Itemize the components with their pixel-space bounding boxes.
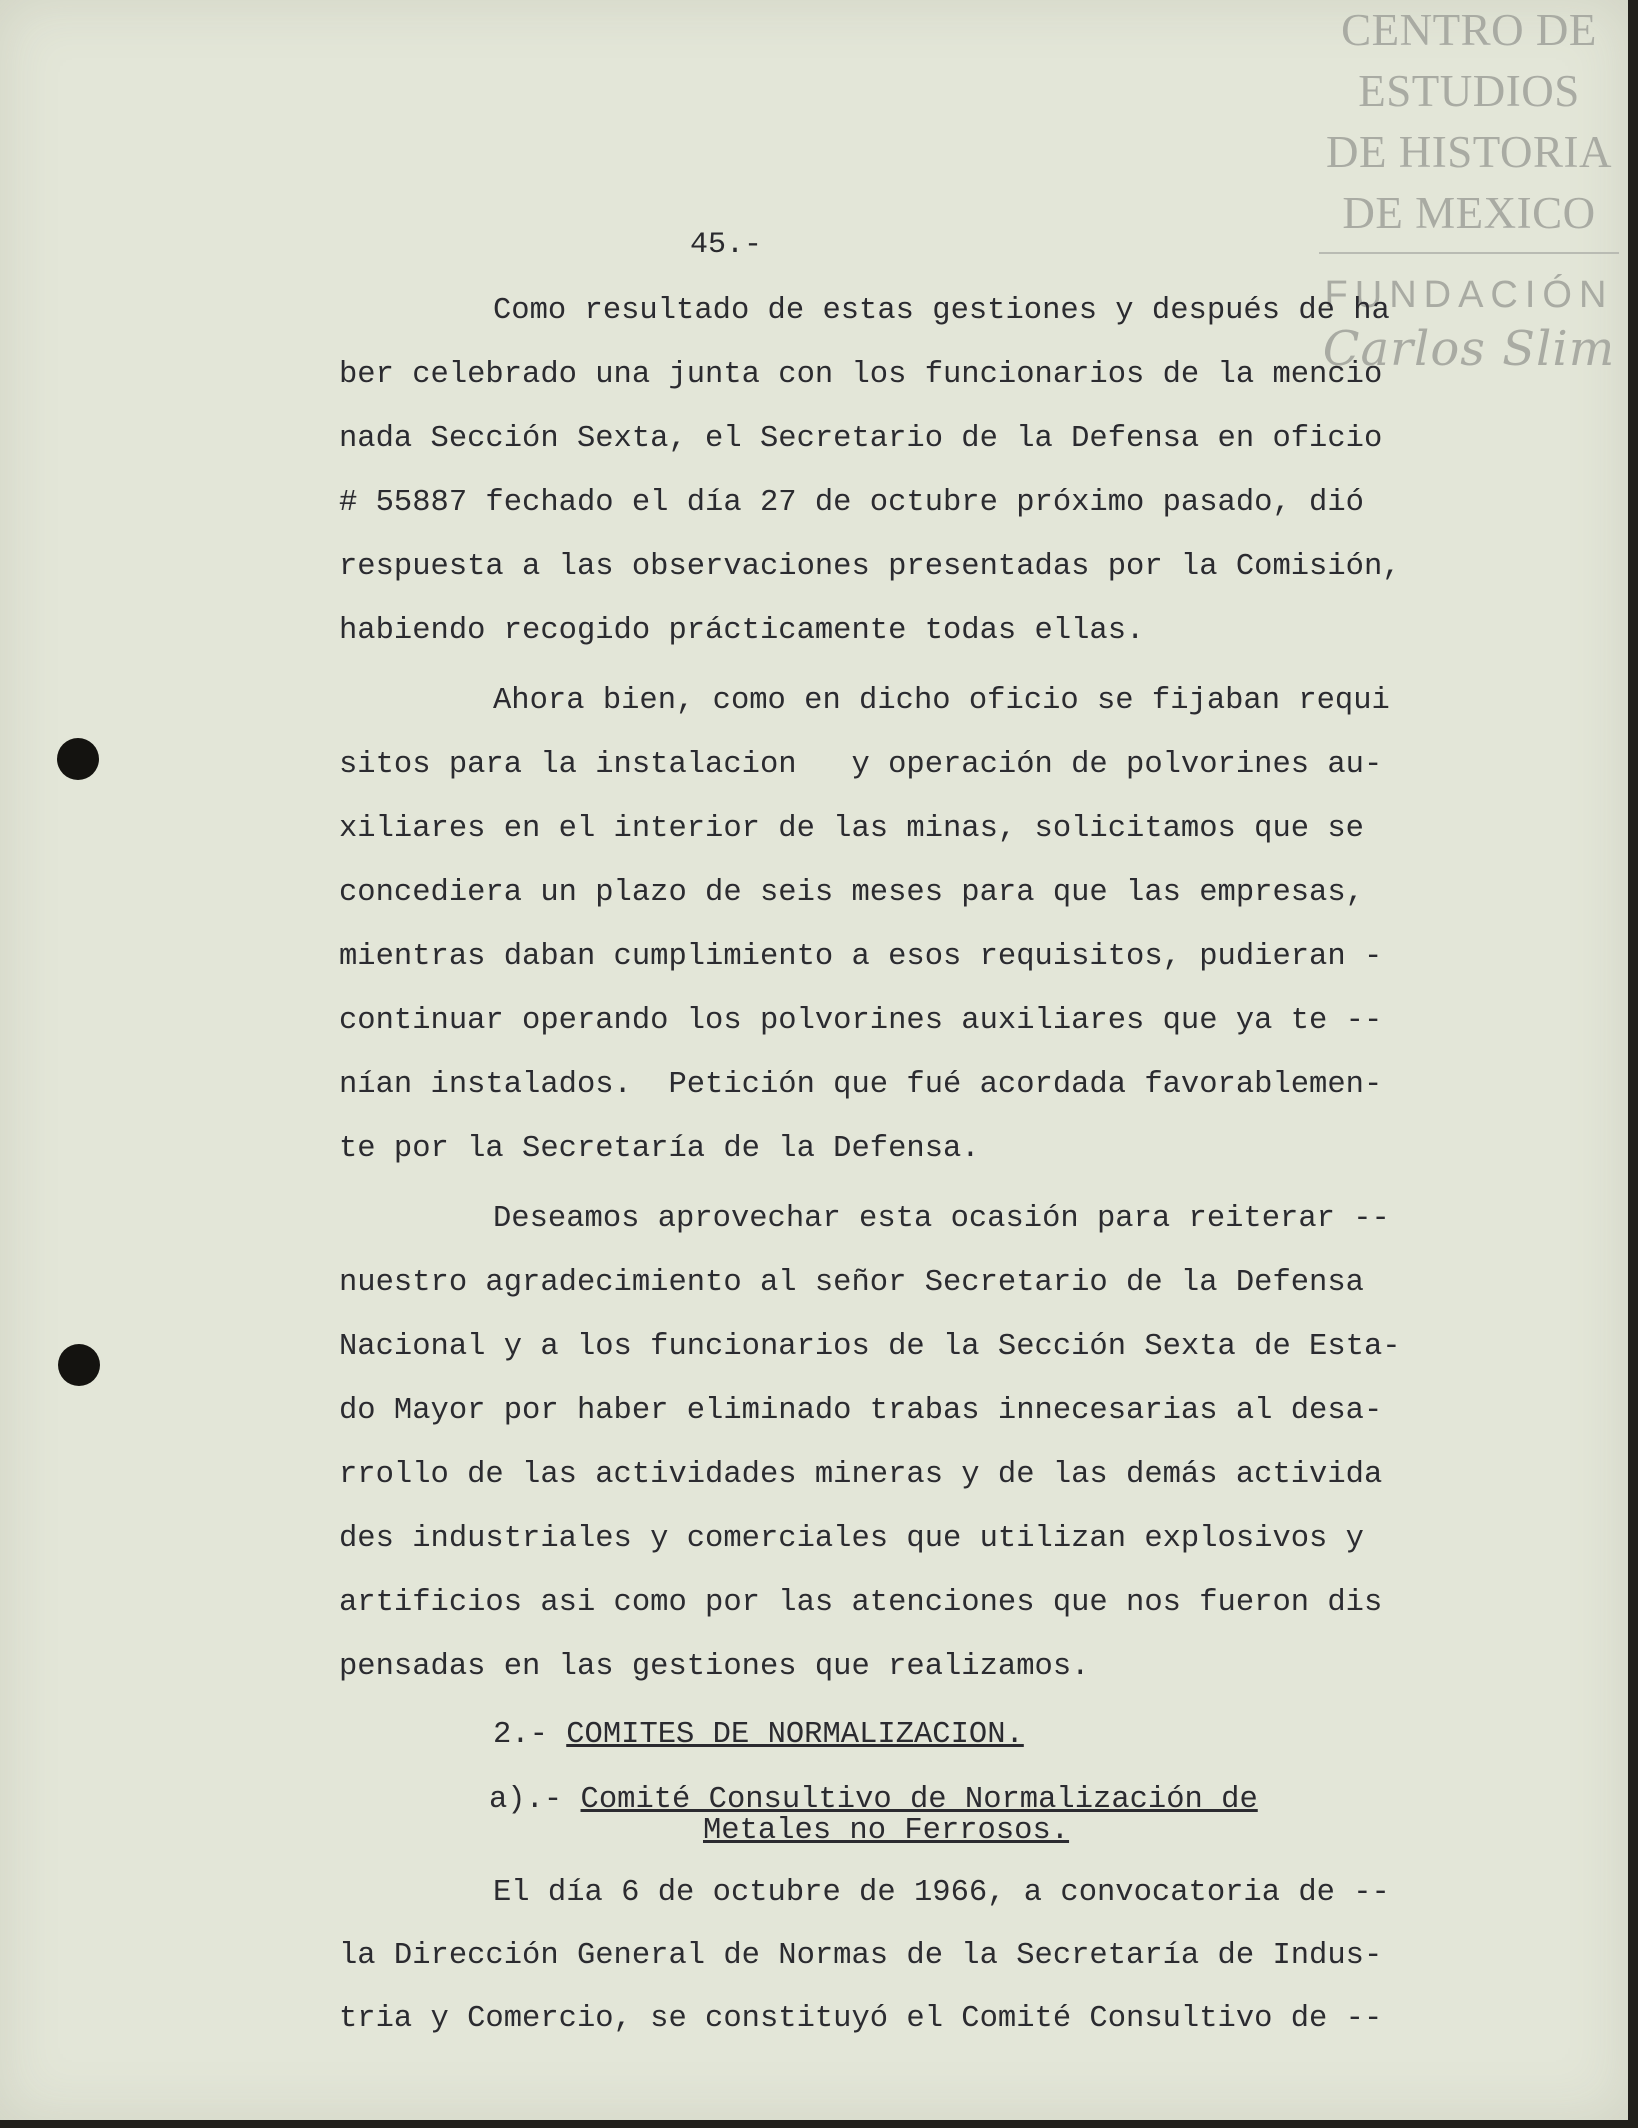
text-line: sitos para la instalacion y operación de polvorines au- [339, 748, 1383, 782]
text-line: respuesta a las observaciones presentadas por la Comisión, [339, 550, 1401, 584]
binder-hole-bottom [58, 1344, 100, 1386]
text-line: concediera un plazo de seis meses para que las empresas, [339, 876, 1364, 910]
text-line: nuestro agradecimiento al señor Secretario de la Defensa [339, 1266, 1364, 1300]
text-line: la Dirección General de Normas de la Secretaría de Indus- [339, 1939, 1383, 1973]
watermark-signature: Carlos Slim [1322, 321, 1616, 377]
watermark-line: CENTRO DE [1341, 5, 1597, 55]
text-line: xiliares en el interior de las minas, solicitamos que se [339, 812, 1364, 846]
text-line: habiendo recogido prácticamente todas ellas. [339, 614, 1145, 648]
text-line: des industriales y comerciales que utilizan explosivos y [339, 1522, 1364, 1556]
subsection-label: a).- [489, 1783, 563, 1817]
watermark-line: DE HISTORIA [1326, 127, 1612, 177]
text-line: te por la Secretaría de la Defensa. [339, 1132, 980, 1166]
text-line: Deseamos aprovechar esta ocasión para reiterar -- [493, 1202, 1390, 1236]
text-line: mientras daban cumplimiento a esos requisitos, pudieran - [339, 940, 1383, 974]
text-line: El día 6 de octubre de 1966, a convocatoria de -- [493, 1876, 1390, 1910]
text-line: # 55887 fechado el día 27 de octubre próximo pasado, dió [339, 486, 1364, 520]
binder-hole-top [57, 738, 99, 780]
subsection-title-line1: Comité Consultivo de Normalización de [580, 1783, 1258, 1817]
text-line: do Mayor por haber eliminado trabas innecesarias al desa- [339, 1394, 1383, 1428]
text-line: Nacional y a los funcionarios de la Sección Sexta de Esta- [339, 1330, 1401, 1364]
text-line: Ahora bien, como en dicho oficio se fijaban requi [493, 684, 1390, 718]
section-title: COMITES DE NORMALIZACION. [566, 1718, 1024, 1752]
section-number: 2.- [493, 1718, 548, 1752]
text-line: tria y Comercio, se constituyó el Comité Consultivo de -- [339, 2002, 1383, 2036]
section-heading [493, 1715, 1024, 1755]
text-line: rrollo de las actividades mineras y de las demás activida [339, 1458, 1383, 1492]
text-line: Como resultado de estas gestiones y después de ha [493, 294, 1390, 328]
text-line: ber celebrado una junta con los funcionarios de la mencio [339, 358, 1383, 392]
watermark-foundation: FUNDACIÓN [1324, 274, 1614, 316]
text-line: continuar operando los polvorines auxiliares que ya te -- [339, 1004, 1383, 1038]
text-line: nada Sección Sexta, el Secretario de la Defensa en oficio [339, 422, 1383, 456]
text-line: artificios asi como por las atenciones que nos fueron dis [339, 1586, 1383, 1620]
subsection-heading-cont [703, 1811, 1069, 1851]
archive-watermark [1310, 0, 1628, 400]
watermark-line: DE MEXICO [1342, 188, 1596, 238]
watermark-line: ESTUDIOS [1358, 66, 1580, 116]
subsection-title-line2: Metales no Ferrosos. [703, 1814, 1070, 1848]
text-line: nían instalados. Petición que fué acordada favorablemen- [339, 1068, 1383, 1102]
watermark-divider [1319, 252, 1619, 254]
page-number: 45.- [690, 228, 763, 262]
text-line: pensadas en las gestiones que realizamos. [339, 1650, 1090, 1684]
